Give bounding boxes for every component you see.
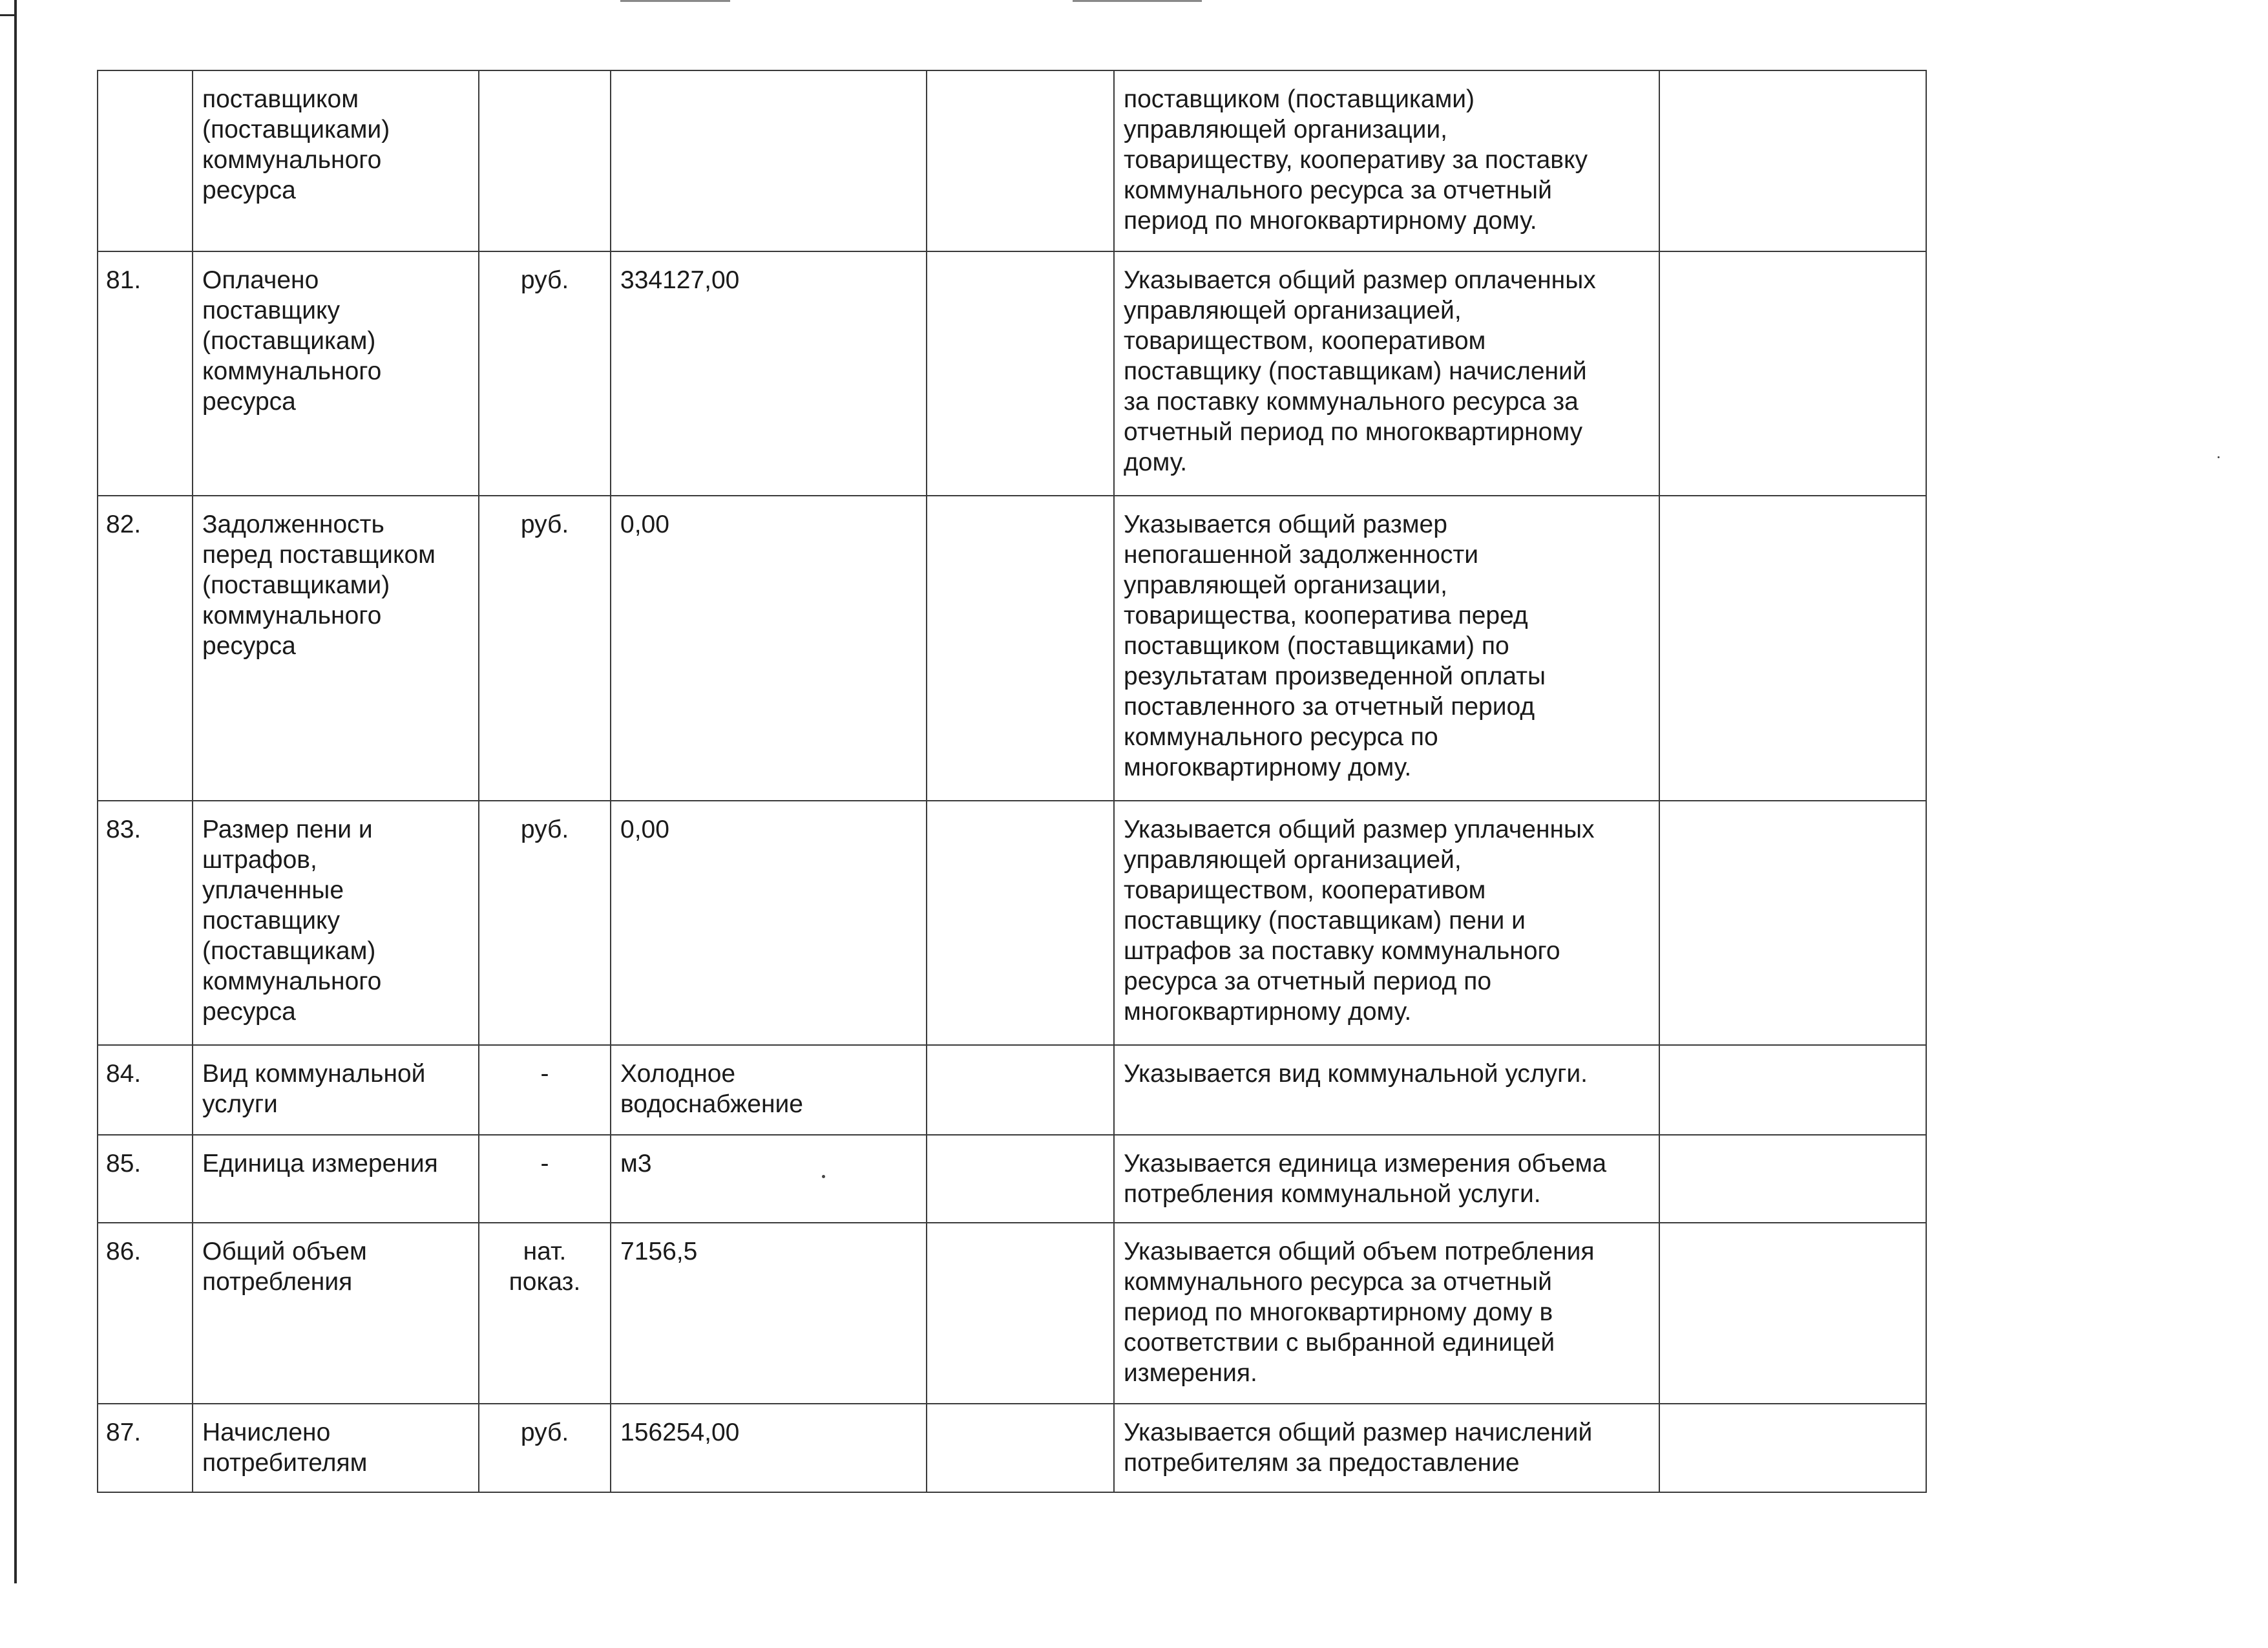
row-value: 0,00 [611,801,927,1045]
scan-speck [2218,456,2220,458]
scan-top-mark [1073,0,1202,2]
scan-corner-mark [0,14,16,16]
table-row [98,251,1926,496]
row-empty-cell [1659,496,1926,801]
row-number: 84. [98,1045,193,1135]
row-value: 156254,00 [611,1404,927,1492]
row-description: поставщиком (поставщиками) управляющей организации, товариществу, кооперативу за поставку коммунального ресурса за отчетный период по многоквартирному дому. [1114,70,1659,251]
row-name: Размер пени и штрафов, уплаченные поставщику (поставщикам) коммунального ресурса [193,801,479,1045]
row-empty-cell [1659,1404,1926,1492]
row-description: Указывается вид коммунальной услуги. [1114,1045,1659,1135]
row-number [98,70,193,251]
row-empty-cell [927,1404,1114,1492]
row-number: 82. [98,496,193,801]
row-name: Единица измерения [193,1135,479,1223]
row-description: Указывается общий размер уплаченных управляющей организацией, товариществом, кооперативом поставщику (поставщикам) пени и штрафов за поставку коммунального ресурса за отчетный период по многоквартирному дому. [1114,801,1659,1045]
row-value [611,70,927,251]
table-row [98,1135,1926,1223]
scan-left-edge [14,0,17,1583]
scan-top-mark [620,0,730,2]
row-name: Задолженность перед поставщиком (поставщиками) коммунального ресурса [193,496,479,801]
row-value: м3 [611,1135,927,1223]
row-description: Указывается общий объем потребления коммунального ресурса за отчетный период по многоквартирному дому в соответствии с выбранной единицей измерения. [1114,1223,1659,1404]
row-value: 7156,5 [611,1223,927,1404]
row-unit: руб. [479,496,611,801]
row-empty-cell [927,801,1114,1045]
row-value: 0,00 [611,496,927,801]
row-unit: - [479,1135,611,1223]
row-name: Вид коммунальной услуги [193,1045,479,1135]
row-empty-cell [927,1223,1114,1404]
row-empty-cell [1659,1223,1926,1404]
table-row [98,1404,1926,1492]
row-unit: руб. [479,1404,611,1492]
row-unit: руб. [479,251,611,496]
row-number: 86. [98,1223,193,1404]
row-empty-cell [927,1135,1114,1223]
row-empty-cell [1659,1045,1926,1135]
row-empty-cell [1659,251,1926,496]
row-value: 334127,00 [611,251,927,496]
report-table [97,70,1927,1493]
row-value: Холодное водоснабжение [611,1045,927,1135]
table-row [98,801,1926,1045]
row-empty-cell [927,251,1114,496]
row-empty-cell [927,1045,1114,1135]
row-description: Указывается единица измерения объема потребления коммунальной услуги. [1114,1135,1659,1223]
row-unit: - [479,1045,611,1135]
table-row [98,496,1926,801]
row-unit: руб. [479,801,611,1045]
row-empty-cell [1659,801,1926,1045]
row-number: 87. [98,1404,193,1492]
row-name: Начислено потребителям [193,1404,479,1492]
row-empty-cell [927,496,1114,801]
row-empty-cell [927,70,1114,251]
row-name: Оплачено поставщику (поставщикам) коммунального ресурса [193,251,479,496]
row-description: Указывается общий размер непогашенной задолженности управляющей организации, товарищества, кооператива перед поставщиком (поставщиками) по результатам произведенной оплаты поставленного за отчетный период коммунального ресурса по многоквартирному дому. [1114,496,1659,801]
row-empty-cell [1659,1135,1926,1223]
row-number: 85. [98,1135,193,1223]
row-number: 83. [98,801,193,1045]
table-row [98,70,1926,251]
row-name: поставщиком (поставщиками) коммунального ресурса [193,70,479,251]
table-row [98,1045,1926,1135]
row-unit: нат. показ. [479,1223,611,1404]
row-description: Указывается общий размер оплаченных управляющей организацией, товариществом, кооперативом поставщику (поставщикам) начислений за поставку коммунального ресурса за отчетный период по многоквартирному дому. [1114,251,1659,496]
row-number: 81. [98,251,193,496]
row-empty-cell [1659,70,1926,251]
row-description: Указывается общий размер начислений потребителям за предоставление [1114,1404,1659,1492]
row-name: Общий объем потребления [193,1223,479,1404]
table-row [98,1223,1926,1404]
row-unit [479,70,611,251]
